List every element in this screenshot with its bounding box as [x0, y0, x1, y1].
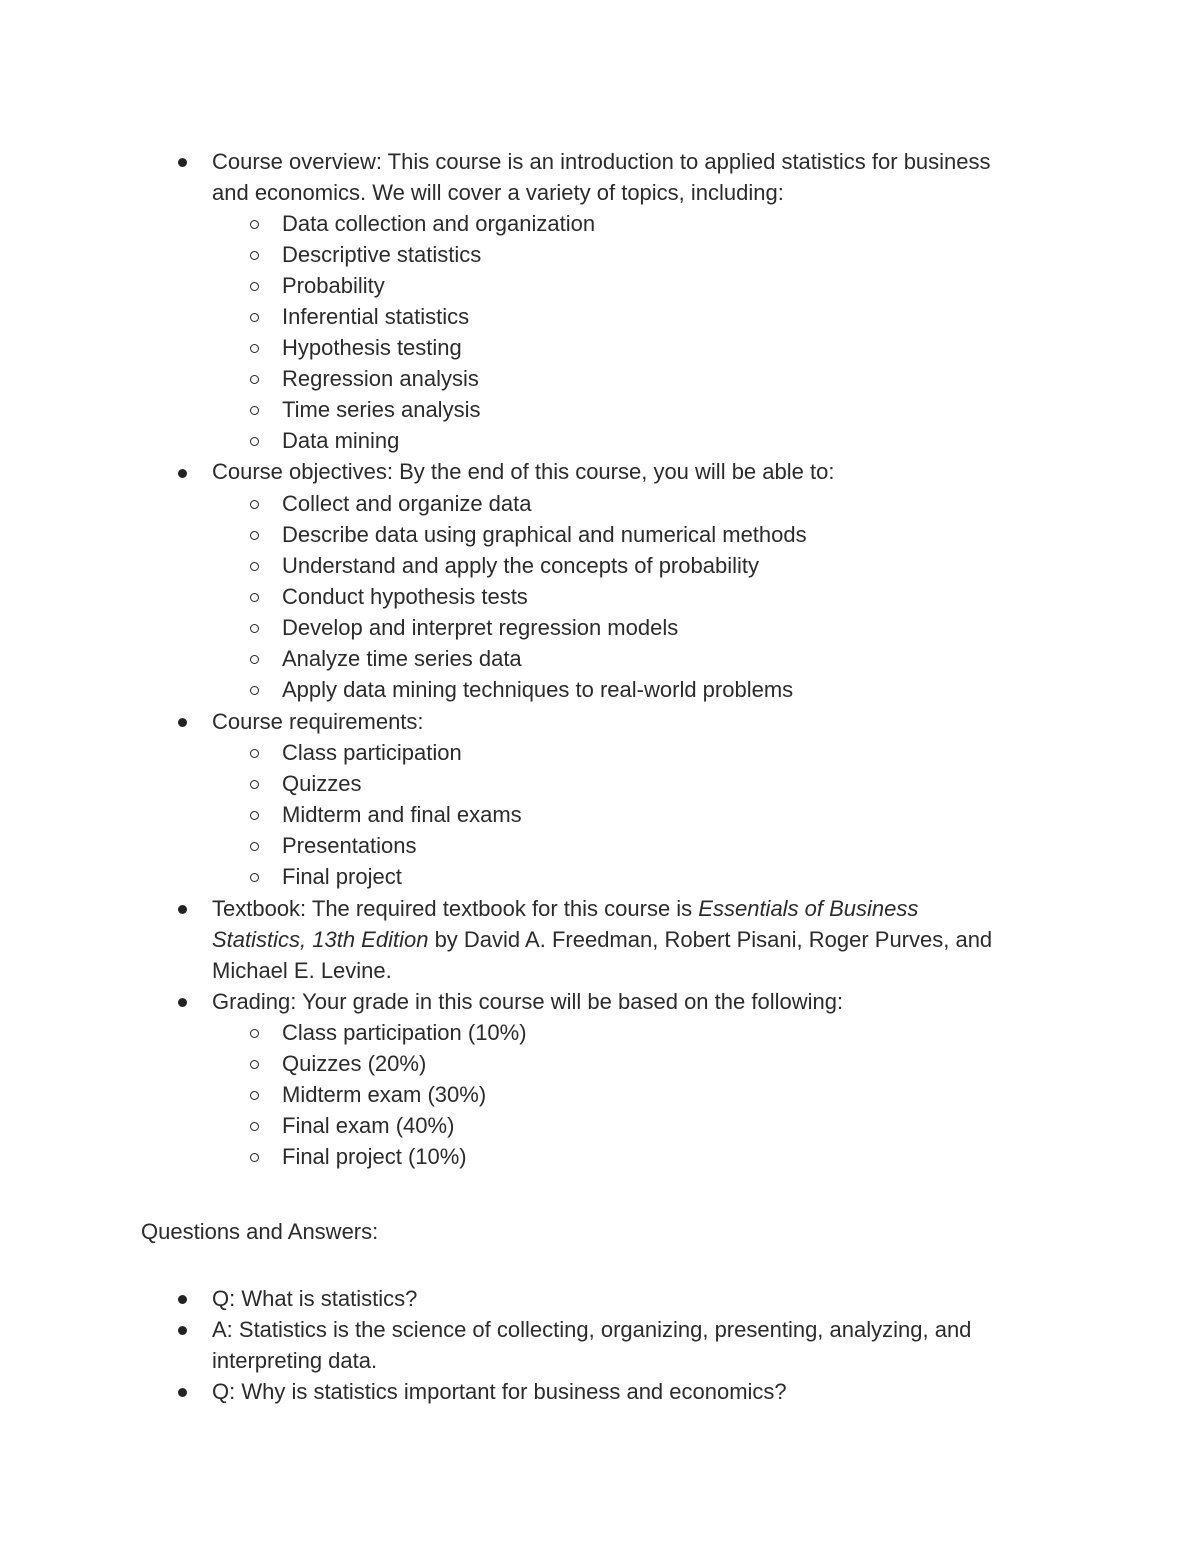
circle-bullet-icon	[250, 1122, 259, 1131]
list-item: Analyze time series data	[282, 646, 522, 671]
overview-line-1: Course overview: This course is an introduction to applied statistics for business	[212, 149, 991, 174]
circle-bullet-icon	[250, 811, 259, 820]
circle-bullet-icon	[250, 406, 259, 415]
list-item: Midterm and final exams	[282, 802, 522, 827]
list-item: Understand and apply the concepts of probability	[282, 553, 759, 578]
list-item: Quizzes	[282, 771, 362, 796]
circle-bullet-icon	[250, 655, 259, 664]
list-item: Final project (10%)	[282, 1144, 467, 1169]
list-item: Data mining	[282, 428, 400, 453]
circle-bullet-icon	[250, 1060, 259, 1069]
qa-heading: Questions and Answers:	[141, 1219, 379, 1244]
circle-bullet-icon	[250, 624, 259, 633]
circle-bullet-icon	[250, 562, 259, 571]
circle-bullet-icon	[250, 593, 259, 602]
circle-bullet-icon	[250, 1153, 259, 1162]
circle-bullet-icon	[250, 313, 259, 322]
bullet-icon	[178, 718, 187, 727]
list-item: Inferential statistics	[282, 304, 470, 329]
list-item: Probability	[282, 273, 385, 298]
bullet-icon	[178, 469, 187, 478]
list-item: Regression analysis	[282, 366, 479, 391]
list-item: Data collection and organization	[282, 211, 596, 236]
textbook-line-2	[212, 924, 992, 955]
circle-bullet-icon	[250, 873, 259, 882]
list-item: Descriptive statistics	[282, 242, 482, 267]
list-item: Conduct hypothesis tests	[282, 584, 528, 609]
overview-line-2: and economics. We will cover a variety of topics, including:	[212, 180, 784, 205]
list-item: Quizzes (20%)	[282, 1051, 427, 1076]
circle-bullet-icon	[250, 220, 259, 229]
circle-bullet-icon	[250, 251, 259, 260]
qa-question-2: Q: Why is statistics important for business and economics?	[212, 1379, 787, 1404]
grading-intro: Grading: Your grade in this course will be based on the following:	[212, 989, 844, 1014]
list-item: Class participation (10%)	[282, 1020, 527, 1045]
circle-bullet-icon	[250, 1091, 259, 1100]
circle-bullet-icon	[250, 437, 259, 446]
qa-question-1: Q: What is statistics?	[212, 1286, 418, 1311]
list-item: Final project	[282, 864, 402, 889]
bullet-icon	[178, 1326, 187, 1335]
textbook-line-1	[212, 893, 918, 924]
objectives-intro: Course objectives: By the end of this course, you will be able to:	[212, 459, 835, 484]
list-item: Hypothesis testing	[282, 335, 462, 360]
list-item: Presentations	[282, 833, 417, 858]
list-item: Collect and organize data	[282, 491, 532, 516]
list-item: Apply data mining techniques to real-world problems	[282, 677, 794, 702]
qa-answer-1-line-1: A: Statistics is the science of collecting, organizing, presenting, analyzing, and	[212, 1317, 972, 1342]
qa-answer-1-line-2: interpreting data.	[212, 1348, 378, 1373]
circle-bullet-icon	[250, 842, 259, 851]
textbook-line-3: Michael E. Levine.	[212, 958, 392, 983]
list-item: Final exam (40%)	[282, 1113, 455, 1138]
circle-bullet-icon	[250, 1029, 259, 1038]
list-item: Class participation	[282, 740, 462, 765]
circle-bullet-icon	[250, 686, 259, 695]
list-item: Develop and interpret regression models	[282, 615, 679, 640]
bullet-icon	[178, 905, 187, 914]
circle-bullet-icon	[250, 282, 259, 291]
textbook-title-part1: Essentials of Business	[698, 896, 919, 921]
circle-bullet-icon	[250, 780, 259, 789]
circle-bullet-icon	[250, 531, 259, 540]
circle-bullet-icon	[250, 375, 259, 384]
textbook-prefix: Textbook: The required textbook for this course is	[212, 896, 699, 921]
bullet-icon	[178, 158, 187, 167]
bullet-icon	[178, 1388, 187, 1397]
circle-bullet-icon	[250, 500, 259, 509]
textbook-suffix: by David A. Freedman, Robert Pisani, Roger Purves, and	[428, 927, 993, 952]
textbook-title-part2: Statistics, 13th Edition	[212, 927, 429, 952]
bullet-icon	[178, 1295, 187, 1304]
list-item: Time series analysis	[282, 397, 481, 422]
list-item: Midterm exam (30%)	[282, 1082, 487, 1107]
list-item: Describe data using graphical and numerical methods	[282, 522, 807, 547]
requirements-intro: Course requirements:	[212, 709, 424, 734]
bullet-icon	[178, 998, 187, 1007]
circle-bullet-icon	[250, 749, 259, 758]
circle-bullet-icon	[250, 344, 259, 353]
